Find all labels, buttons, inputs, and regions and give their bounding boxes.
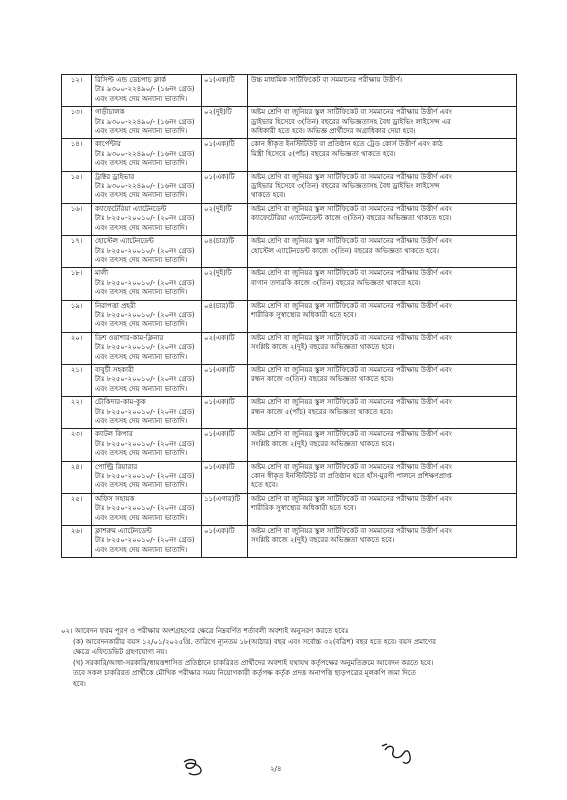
table-row bbox=[62, 107, 517, 139]
qualification-line: রন্ধন কাজে ৫(পাঁচ) বছরের অভিজ্ঞতা থাকতে হবে। bbox=[251, 407, 393, 416]
qualification-line: অষ্টম শ্রেণি বা জুনিয়র স্কুল সার্টিফিকেট বা সমমানের পরীক্ষায় উত্তীর্ণ এবং bbox=[251, 333, 452, 342]
job-vacancy-table bbox=[61, 74, 517, 558]
handwritten-signature-right bbox=[379, 740, 417, 770]
allowance-note: এবং তৎসহ দেয় অন্যান্য ভাতাদি। bbox=[95, 384, 188, 393]
condition-kha-line: তবে সকল চাকরিরত প্রার্থীকে মৌখিক পরীক্ষার সময় নিয়োগকারী কর্তৃপক্ষ কর্তৃক প্রদত্ত অনাপত্তি ছাড়পত্রের মূলকপি জমা দিতে bbox=[73, 669, 416, 677]
serial-number: ২৫। bbox=[62, 493, 92, 525]
qualification-cell bbox=[248, 171, 517, 203]
qualification-line: অষ্টম শ্রেণি বা জুনিয়র স্কুল সার্টিফিকেট বা সমমানের পরীক্ষায় উত্তীর্ণ এবং bbox=[251, 172, 452, 181]
pay-grade: টাঃ ৯৩০০-২২৪৯০/- (১৬নং গ্রেড) bbox=[95, 117, 195, 126]
pay-grade: টাঃ ৯৩০০-২২৪৯০/- (১৬নং গ্রেড) bbox=[95, 149, 195, 158]
qualification-line: রন্ধন কাজে ৩(তিন) বছরের অভিজ্ঞতা থাকতে হবে। bbox=[251, 375, 394, 384]
allowance-note: এবং তৎসহ দেয় অন্যান্য ভাতাদি। bbox=[95, 545, 188, 554]
qualification-line: অষ্টম শ্রেণি বা জুনিয়র স্কুল সার্টিফিকেট বা সমমানের পরীক্ষায় উত্তীর্ণ এবং bbox=[251, 527, 452, 536]
qualification-line: অষ্টম শ্রেণি বা জুনিয়র স্কুল সার্টিফিকেট বা সমমানের পরীক্ষায় উত্তীর্ণ এবং bbox=[251, 301, 452, 310]
post-cell bbox=[92, 203, 202, 235]
post-cell bbox=[92, 429, 202, 461]
post-count: ০১(এক)টি bbox=[202, 429, 248, 461]
post-name: গাড়ীচালক bbox=[95, 108, 125, 117]
serial-number: ২২। bbox=[62, 397, 92, 429]
qualification-line: অধিকারী হতে হবে। অভিজ্ঞ প্রার্থীদের অগ্রাধিকার দেয়া হবে। bbox=[251, 127, 416, 136]
qualification-line: অষ্টম শ্রেণি বা জুনিয়র স্কুল সার্টিফিকেট বা সমমানের পরীক্ষায় উত্তীর্ণ এবং bbox=[251, 204, 452, 213]
allowance-note: এবং তৎসহ দেয় অন্যান্য ভাতাদি। bbox=[95, 449, 188, 458]
qualification-line: সংশ্লিষ্ট কাজে ২(দুই) বছরের অভিজ্ঞতা থাকতে হবে। bbox=[251, 439, 395, 448]
pay-grade: টাঃ ৮২৫০-২০০১০/- (২০নং গ্রেড) bbox=[95, 310, 195, 319]
post-count: ১১(এগার)টি bbox=[202, 493, 248, 525]
qualification-line: অষ্টম শ্রেণি বা জুনিয়র স্কুল সার্টিফিকেট বা সমমানের পরীক্ষায় উত্তীর্ণ এবং bbox=[251, 430, 452, 439]
pay-grade: টাঃ ৮২৫০-২০০১০/- (২০নং গ্রেড) bbox=[95, 504, 195, 513]
pay-grade: টাঃ ৮২৫০-২০০১০/- (২০নং গ্রেড) bbox=[95, 536, 195, 545]
table-row bbox=[62, 236, 517, 268]
qualification-cell bbox=[248, 107, 517, 139]
post-name: মালী bbox=[95, 269, 109, 278]
qualification-line: অষ্টম শ্রেণি বা জুনিয়র স্কুল সার্টিফিকেট বা সমমানের পরীক্ষায় উত্তীর্ণ এবং bbox=[251, 398, 452, 407]
post-cell bbox=[92, 461, 202, 493]
post-count: ০২(দুই)টি bbox=[202, 203, 248, 235]
qualification-line: বাগান তদারকি কাজে ৩(তিন) বছরের অভিজ্ঞতা থাকতে হবে। bbox=[251, 278, 421, 287]
allowance-note: এবং তৎসহ দেয় অন্যান্য ভাতাদি। bbox=[95, 94, 188, 103]
table-row bbox=[62, 171, 517, 203]
pay-grade: টাঃ ৮২৫০-২০০১০/- (২০নং গ্রেড) bbox=[95, 246, 195, 255]
post-cell bbox=[92, 397, 202, 429]
qualification-cell bbox=[248, 332, 517, 364]
table-row bbox=[62, 461, 517, 493]
post-count: ০৪(চার)টি bbox=[202, 300, 248, 332]
pay-grade: টাঃ ৮২৫০-২০০১০/- (২০নং গ্রেড) bbox=[95, 278, 195, 287]
handwritten-initial-left bbox=[180, 756, 206, 778]
allowance-note: এবং তৎসহ দেয় অন্যান্য ভাতাদি। bbox=[95, 127, 188, 136]
serial-number: ২১। bbox=[62, 364, 92, 396]
post-count: ০১(এক)টি bbox=[202, 397, 248, 429]
serial-number: ২৪। bbox=[62, 461, 92, 493]
allowance-note: এবং তৎসহ দেয় অন্যান্য ভাতাদি। bbox=[95, 191, 188, 200]
condition-ka-line: ক্ষেত্রে এফিডেভিট গ্রহণযোগ্য নয়। bbox=[73, 648, 168, 656]
post-count: ০১(এক)টি bbox=[202, 461, 248, 493]
post-cell bbox=[92, 332, 202, 364]
post-cell bbox=[92, 526, 202, 558]
page-number: ২/৪ bbox=[270, 765, 282, 773]
post-cell bbox=[92, 139, 202, 171]
pay-grade: টাঃ ৮২৫০-২০০১০/- (২০নং গ্রেড) bbox=[95, 214, 195, 223]
condition-ka bbox=[73, 637, 519, 658]
post-count: ০১(এক)টি bbox=[202, 526, 248, 558]
post-name: চৌকিদার-কাম-কুক bbox=[95, 398, 146, 407]
qualification-line: মিস্ত্রী হিসেবে ৫(পাঁচ) বছরের অভিজ্ঞতা থাকতে হবে। bbox=[251, 149, 396, 158]
serial-number: ১২। bbox=[62, 75, 92, 107]
pay-grade: টাঃ ৯৩০০-২২৪৯০/- (১৬নং গ্রেড) bbox=[95, 182, 195, 191]
post-count: ০৪(চার)টি bbox=[202, 236, 248, 268]
qualification-line: ক্যাফেটেরিয়া এ্যাটেনডেন্ট কাজে ৩(তিন) বছরের অভিজ্ঞতা থাকতে হবে। bbox=[251, 214, 452, 223]
qualification-cell bbox=[248, 397, 517, 429]
allowance-note: এবং তৎসহ দেয় অন্যান্য ভাতাদি। bbox=[95, 417, 188, 425]
post-cell bbox=[92, 107, 202, 139]
qualification-line: ড্রাইভার হিসেবে ৩(তিন) বছরের অভিজ্ঞতাসহ বৈধ ড্রাইভিং লাইসেন্স bbox=[251, 182, 440, 191]
post-count: ০২(দুই)টি bbox=[202, 107, 248, 139]
condition-kha-line: হবে। bbox=[73, 679, 86, 688]
qualification-line: অষ্টম শ্রেণি বা জুনিয়র স্কুল সার্টিফিকেট বা সমমানের পরীক্ষায় উত্তীর্ণ এবং bbox=[251, 462, 452, 471]
qualification-cell bbox=[248, 364, 517, 396]
post-count: ০১(এক)টি bbox=[202, 139, 248, 171]
qualification-cell bbox=[248, 268, 517, 300]
qualification-cell bbox=[248, 236, 517, 268]
allowance-note: এবং তৎসহ দেয় অন্যান্য ভাতাদি। bbox=[95, 481, 188, 490]
condition-ka-line: (ক) আবেদনকারীর বয়স ১২/০১/২০২৫খ্রি. তারিখে ন্যূনতম ১৮(আঠার) বছর এবং সর্বোচ্চ ৩২(বত্রিশ) বছর হতে হবে। বয়স প্রমাণের bbox=[73, 637, 436, 646]
post-name: ক্লাশরুম এ্যাটেনডেন্ট bbox=[95, 527, 152, 536]
table-row bbox=[62, 493, 517, 525]
post-name: অফিস সহায়ক bbox=[95, 494, 135, 503]
qualification-line: অষ্টম শ্রেণি বা জুনিয়র স্কুল সার্টিফিকেট বা সমমানের পরীক্ষায় উত্তীর্ণ এবং bbox=[251, 269, 452, 278]
qualification-cell bbox=[248, 526, 517, 558]
qualification-line: হোস্টেল এ্যাটেনডেন্ট কাজে ৩(তিন) বছরের অভিজ্ঞতা থাকতে হবে। bbox=[251, 246, 439, 255]
allowance-note: এবং তৎসহ দেয় অন্যান্য ভাতাদি। bbox=[95, 513, 188, 522]
qualification-line: কোন স্বীকৃত ইনস্টিটিউট বা প্রতিষ্ঠান হতে হাঁস-মুরগী পালনে প্রশিক্ষণপ্রাপ্ত bbox=[251, 472, 452, 481]
qualification-cell bbox=[248, 429, 517, 461]
post-cell bbox=[92, 171, 202, 203]
post-name: বাবুর্চী সহকারী bbox=[95, 365, 134, 374]
allowance-note: এবং তৎসহ দেয় অন্যান্য ভাতাদি। bbox=[95, 352, 188, 361]
qualification-line: শারীরিক সুস্বাস্থ্যের অধিকারী হতে হবে। bbox=[251, 504, 357, 513]
qualification-line: সংশ্লিষ্ট কাজে ২(দুই) বছরের অভিজ্ঞতা থাকতে হবে। bbox=[251, 343, 395, 352]
post-cell bbox=[92, 268, 202, 300]
qualification-line: উচ্চ মাধ্যমিক সার্টিফিকেট বা সমমানের পরীক্ষায় উত্তীর্ণ। bbox=[251, 76, 403, 84]
post-cell bbox=[92, 364, 202, 396]
post-name: ক্যাটল কিপার bbox=[95, 430, 133, 439]
qualification-line: অষ্টম শ্রেণি বা জুনিয়র স্কুল সার্টিফিকেট বা সমমানের পরীক্ষায় উত্তীর্ণ এবং bbox=[251, 494, 452, 503]
post-count: ০১(এক)টি bbox=[202, 75, 248, 107]
table-row bbox=[62, 526, 517, 558]
table-row bbox=[62, 203, 517, 235]
post-name: ডিশ ওয়াশার-কাম-ক্লিনার bbox=[95, 333, 164, 342]
allowance-note: এবং তৎসহ দেয় অন্যান্য ভাতাদি। bbox=[95, 223, 188, 232]
qualification-line: অষ্টম শ্রেণি বা জুনিয়র স্কুল সার্টিফিকেট বা সমমানের পরীক্ষায় উত্তীর্ণ এবং bbox=[251, 365, 452, 374]
qualification-line: শারীরিক সুস্বাস্থ্যের অধিকারী হতে হবে। bbox=[251, 310, 357, 319]
post-name: ক্যাফেটেরিয়া এ্যাটেনডেন্ট bbox=[95, 204, 167, 213]
qualification-line: অষ্টম শ্রেণি বা জুনিয়র স্কুল সার্টিফিকেট বা সমমানের পরীক্ষায় উত্তীর্ণ এবং bbox=[251, 108, 452, 117]
qualification-line: অষ্টম শ্রেণি বা জুনিয়র স্কুল সার্টিফিকেট বা সমমানের পরীক্ষায় উত্তীর্ণ এবং bbox=[251, 237, 452, 246]
serial-number: ১৮। bbox=[62, 268, 92, 300]
serial-number: ২০। bbox=[62, 332, 92, 364]
conditions-intro: ০২। আবেদন ফরম পূরণ ও পরীক্ষায় অংশগ্রহণের ক্ষেত্রে নিম্নবর্ণিত শর্তাবলী অবশ্যই অনুসরণ করতে হবেঃ bbox=[61, 627, 349, 635]
pay-grade: টাঃ ৮২৫০-২০০১০/- (২০নং গ্রেড) bbox=[95, 439, 195, 448]
conditions-section bbox=[61, 626, 519, 689]
qualification-cell bbox=[248, 461, 517, 493]
qualification-cell bbox=[248, 203, 517, 235]
qualification-line: হতে হবে। bbox=[251, 481, 278, 490]
serial-number: ২৩। bbox=[62, 429, 92, 461]
allowance-note: এবং তৎসহ দেয় অন্যান্য ভাতাদি। bbox=[95, 320, 188, 329]
allowance-note: এবং তৎসহ দেয় অন্যান্য ভাতাদি। bbox=[95, 159, 188, 168]
post-count: ০১(এক)টি bbox=[202, 364, 248, 396]
table-row bbox=[62, 364, 517, 396]
allowance-note: এবং তৎসহ দেয় অন্যান্য ভাতাদি। bbox=[95, 255, 188, 264]
table-row bbox=[62, 429, 517, 461]
serial-number: ১৩। bbox=[62, 107, 92, 139]
post-name: কার্পেন্টার bbox=[95, 140, 121, 149]
serial-number: ২৬। bbox=[62, 526, 92, 558]
qualification-cell bbox=[248, 139, 517, 171]
serial-number: ১৪। bbox=[62, 139, 92, 171]
qualification-cell bbox=[248, 75, 517, 107]
condition-kha-line: (খ) সরকারি/আধা-সরকারি/স্বায়ত্তশাসিত প্রতিষ্ঠানে চাকরিরত প্রার্থীদের অবশ্যই যথাযথ কর্তৃপক্ষের অনুমতিক্রমে আবেদন করতে হবে। bbox=[73, 658, 434, 667]
qualification-cell bbox=[248, 493, 517, 525]
table-row bbox=[62, 75, 517, 107]
table-row bbox=[62, 397, 517, 429]
table-row bbox=[62, 300, 517, 332]
post-cell bbox=[92, 75, 202, 107]
table-row bbox=[62, 268, 517, 300]
allowance-note: এবং তৎসহ দেয় অন্যান্য ভাতাদি। bbox=[95, 288, 188, 297]
post-cell bbox=[92, 300, 202, 332]
pay-grade: টাঃ ৮২৫০-২০০১০/- (২০নং গ্রেড) bbox=[95, 407, 195, 416]
post-name: নিরাপত্তা প্রহরী bbox=[95, 301, 136, 310]
qualification-line: কোন স্বীকৃত ইনস্টিটিউট বা প্রতিষ্ঠান হতে ট্রেড কোর্স উত্তীর্ণ এবং কাঠ bbox=[251, 140, 443, 149]
post-name: হোস্টেল এ্যাটেনডেন্ট bbox=[95, 237, 154, 246]
qualification-line: সংশ্লিষ্ট কাজে ২(দুই) বছরের অভিজ্ঞতা থাকতে হবে। bbox=[251, 536, 395, 545]
post-count: ০২(দুই)টি bbox=[202, 268, 248, 300]
table-row bbox=[62, 139, 517, 171]
table-row bbox=[62, 332, 517, 364]
post-name: রিসিপ্ট এন্ড ডেচপাচ ক্লার্ক bbox=[95, 76, 167, 84]
qualification-cell bbox=[248, 300, 517, 332]
post-count: ০১(এক)টি bbox=[202, 171, 248, 203]
qualification-line: থাকতে হবে। bbox=[251, 191, 286, 200]
serial-number: ১৬। bbox=[62, 203, 92, 235]
serial-number: ১৭। bbox=[62, 236, 92, 268]
pay-grade: টাঃ ৯৩০০-২২৪৯০/- (১৬নং গ্রেড) bbox=[95, 85, 195, 94]
post-cell bbox=[92, 493, 202, 525]
qualification-line: ড্রাইভার হিসেবে ৩(তিন) বছরের অভিজ্ঞতাসহ বৈধ ড্রাইভিং লাইসেন্স এর bbox=[251, 117, 451, 126]
post-cell bbox=[92, 236, 202, 268]
pay-grade: টাঃ ৮২৫০-২০০১০/- (২০নং গ্রেড) bbox=[95, 375, 195, 384]
serial-number: ১৯। bbox=[62, 300, 92, 332]
condition-kha bbox=[73, 658, 519, 690]
pay-grade: টাঃ ৮২৫০-২০০১০/- (২০নং গ্রেড) bbox=[95, 472, 195, 481]
pay-grade: টাঃ ৮২৫০-২০০১০/- (২০নং গ্রেড) bbox=[95, 343, 195, 352]
post-name: ট্রাক্টর ড্রাইভার bbox=[95, 172, 135, 181]
post-name: পোল্ট্রি রিয়ারার bbox=[95, 462, 138, 471]
post-count: ০২(এক)টি bbox=[202, 332, 248, 364]
serial-number: ১৫। bbox=[62, 171, 92, 203]
